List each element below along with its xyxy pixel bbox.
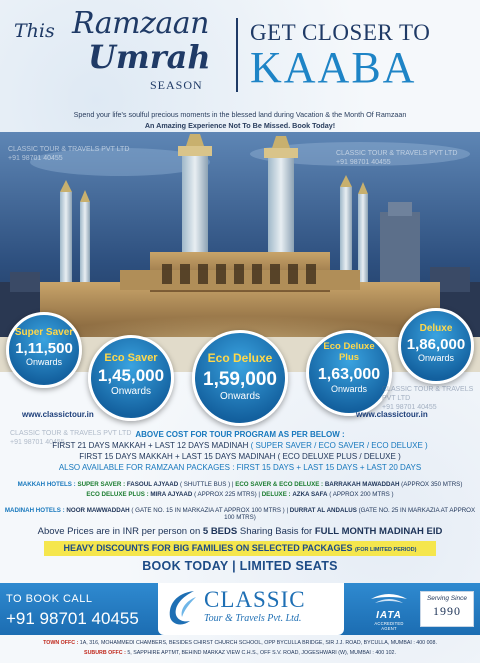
header-divider	[236, 18, 238, 92]
title-ramzaan: Ramzaan	[72, 6, 210, 41]
title-get-closer: GET CLOSER TO	[250, 20, 431, 45]
program-line-2: FIRST 15 DAYS MAKKAH + LAST 15 DAYS MADINAH ( ECO DELUXE PLUS / DELUXE )	[79, 452, 401, 461]
program-heading: ABOVE COST FOR TOUR PROGRAM AS PER BELOW :	[135, 430, 345, 439]
watermark: CLASSIC TOUR & TRAVELS PVT LTD +91 98701 40455	[10, 430, 132, 446]
program-line-3: ALSO AVAILABLE FOR RAMZAAN PACKAGES : FIRST 15 DAYS + LAST 15 DAYS + LAST 20 DAYS	[58, 463, 422, 472]
watermark: CLASSIC TOUR & TRAVELS PVT LTD +91 98701 40455	[8, 146, 130, 162]
package-bubble-eco-deluxe: Eco Deluxe 1,59,000 Onwards	[192, 330, 288, 426]
package-bubble-eco-saver: Eco Saver 1,45,000 Onwards	[88, 335, 174, 421]
header	[0, 0, 480, 100]
makkah-hotels-line-1: MAKKAH HOTELS : SUPER SAVER : FASOUL AJYAAD ( SHUTTLE BUS ) | ECO SAVER & ECO DELUXE : BARRAKAH MAWADDAH (APPROX 350 MTRS)	[17, 481, 463, 488]
tagline-1: Spend your life's soulful precious moments in the blessed land during Vacation & the Month Of Ramzaan	[73, 110, 407, 119]
discount-banner: HEAVY DISCOUNTS FOR BIG FAMILIES ON SELECTED PACKAGES (FOR LIMITED PERIOD)	[44, 541, 436, 556]
book-today-cta[interactable]: BOOK TODAY | LIMITED SEATS	[142, 559, 338, 573]
title-season: SEASON	[150, 78, 203, 92]
watermark: CLASSIC TOUR & TRAVELS PVT LTD +91 98701 40455	[336, 150, 458, 166]
price-note: Above Prices are in INR per person on 5 BEDS Sharing Basis for FULL MONTH MADINAH EID	[37, 526, 443, 537]
package-bubble-deluxe: Deluxe 1,86,000 Onwards	[398, 308, 474, 384]
iata-wings-icon	[369, 591, 409, 605]
company-logo	[158, 583, 344, 635]
swoosh-logo-icon	[164, 587, 200, 629]
title-umrah: Umrah	[88, 38, 211, 76]
phone-number[interactable]: +91 98701 40455	[6, 609, 139, 628]
madinah-hotels: MADINAH HOTELS : NOOR MAWWADDAH ( GATE NO. 15 IN MARKAZIA AT APPROX 100 MTRS ) | DURRAT AL ANDALUS (GATE NO. 25 IN MARKAZIA AT APPROX 100 MTRS)	[4, 507, 476, 521]
website-link-right[interactable]: www.classictour.in	[356, 410, 428, 419]
title-kaaba: KAABA	[250, 43, 417, 92]
tagline-2: An Amazing Experience Not To Be Missed. Book Today!	[144, 121, 336, 130]
footer-bar	[0, 583, 480, 635]
watermark: CLASSIC TOUR & TRAVELS PVT LTD +91 98701 40455	[382, 386, 474, 411]
company-name: CLASSIC	[204, 587, 306, 612]
website-link-left[interactable]: www.classictour.in	[22, 410, 94, 419]
town-office-address: TOWN OFFC : 1A, 316, MOHAMMEDI CHAMBERS, BESIDES CHIRST CHURCH SCHOOL, OPP BYCULLA BRIDGE, SIR J.J. ROAD, BYCULLA, MUMBAI : 400 008.	[43, 640, 437, 646]
serving-since-badge: Serving Since 1990	[420, 591, 474, 627]
suburb-office-address: SUBURB OFFC : 5, SAPPHIRE APTMT, BEHIND MARKAZ VIEW C.H.S., OFF S.V. ROAD, JOGESHWARI (W), MUMBAI : 400 102.	[84, 650, 396, 656]
program-line-1: FIRST 21 DAYS MAKKAH + LAST 12 DAYS MADINAH ( SUPER SAVER / ECO SAVER / ECO DELUXE )	[52, 441, 428, 450]
title-this: This	[14, 20, 55, 42]
package-bubble-eco-deluxe-plus: Eco Deluxe Plus 1,63,000 Onwards	[306, 330, 392, 416]
company-subtitle: Tour & Travels Pvt. Ltd.	[204, 613, 302, 624]
package-bubble-super-saver: Super Saver 1,11,500 Onwards	[6, 312, 82, 388]
iata-badge: IATA ACCREDITED AGENT	[368, 591, 410, 631]
to-book-call-label: TO BOOK CALL	[6, 593, 93, 605]
makkah-hotels-line-2: ECO DELUXE PLUS : MIRA AJYAAD ( APPROX 225 MTRS) | DELUXE : AZKA SAFA ( APPROX 200 MTRS )	[86, 491, 394, 498]
